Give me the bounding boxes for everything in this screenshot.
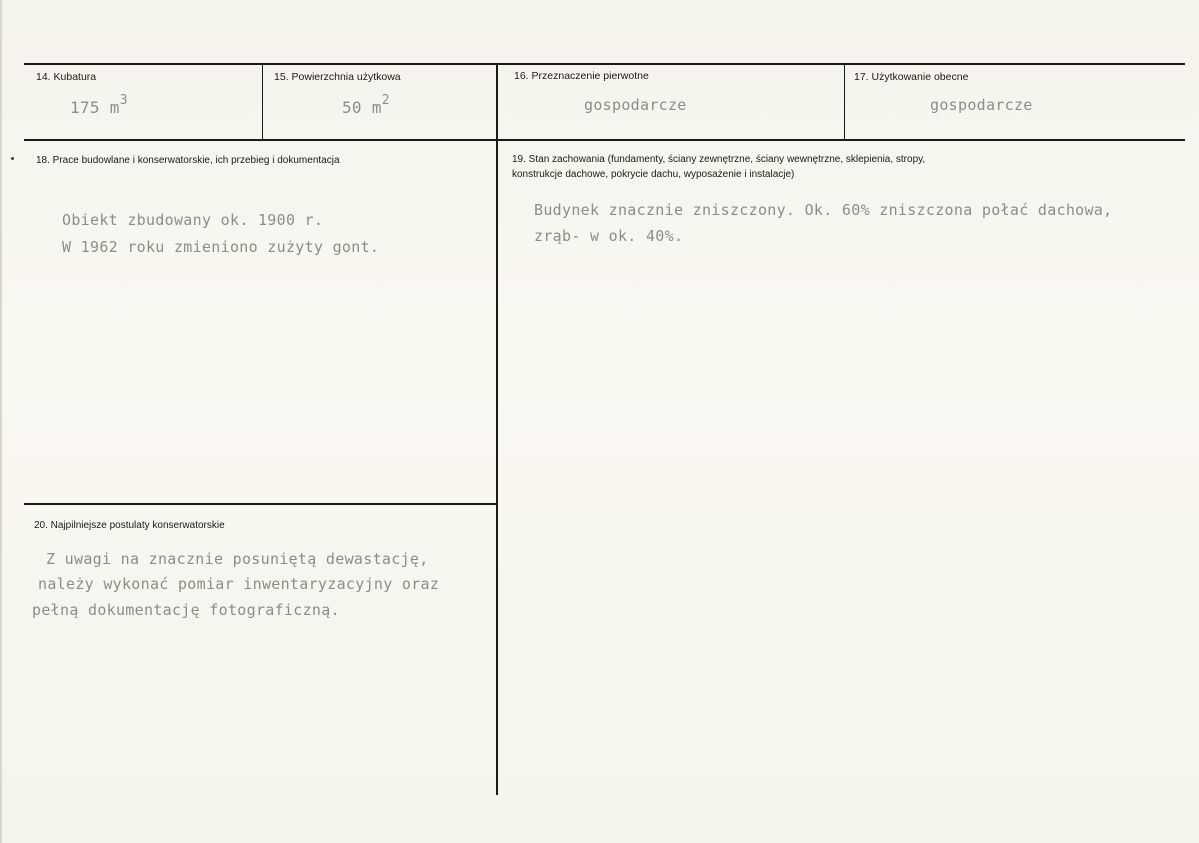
powierzchnia-unit: m <box>371 98 382 117</box>
kubatura-label: 14. Kubatura <box>36 71 97 83</box>
uzytkowanie-value: gospodarcze <box>930 96 1033 114</box>
powierzchnia-label: 15. Powierzchnia użytkowa <box>274 71 401 83</box>
kubatura-exponent: 3 <box>119 93 128 108</box>
postulaty-line-3: pełną dokumentację fotograficzną. <box>32 601 340 619</box>
powierzchnia-value <box>342 93 390 117</box>
uzytkowanie-label: 17. Użytkowanie obecne <box>854 71 969 83</box>
stan-line-1: Budynek znacznie zniszczony. Ok. 60% zniszczona połać dachowa, <box>534 201 1113 219</box>
prace-label: 18. Prace budowlane i konserwatorskie, ich przebieg i dokumentacja <box>36 155 340 166</box>
section-18-bottom-rule <box>24 503 496 505</box>
postulaty-line-2: należy wykonać pomiar inwentaryzacyjny oraz <box>38 575 440 593</box>
kubatura-unit: m <box>109 98 120 117</box>
prace-line-2: W 1962 roku zmieniono zużyty gont. <box>62 238 380 256</box>
powierzchnia-number: 50 <box>342 98 362 117</box>
powierzchnia-exponent: 2 <box>381 93 390 108</box>
postulaty-label: 20. Najpilniejsze postulaty konserwatorskie <box>34 520 225 531</box>
stan-label-line-2: konstrukcje dachowe, pokrycie dachu, wyposażenie i instalacje) <box>512 169 795 180</box>
postulaty-line-1: Z uwagi na znacznie posuniętą dewastację, <box>46 550 429 568</box>
top-rule <box>24 63 1185 65</box>
divider-main <box>496 63 498 795</box>
header-bottom-rule <box>24 139 1185 141</box>
przeznaczenie-label: 16. Przeznaczenie pierwotne <box>514 70 649 82</box>
przeznaczenie-value: gospodarcze <box>584 96 687 114</box>
stan-label-line-1: 19. Stan zachowania (fundamenty, ściany zewnętrzne, ściany wewnętrzne, sklepienia, stropy, <box>512 154 926 165</box>
stan-line-2: zrąb- w ok. 40%. <box>534 227 684 245</box>
kubatura-value <box>70 93 128 117</box>
divider-16-17 <box>844 63 845 140</box>
margin-dot <box>11 157 14 160</box>
kubatura-number: 175 <box>70 98 100 117</box>
divider-14-15 <box>262 63 263 140</box>
prace-line-1: Obiekt zbudowany ok. 1900 r. <box>62 211 324 229</box>
